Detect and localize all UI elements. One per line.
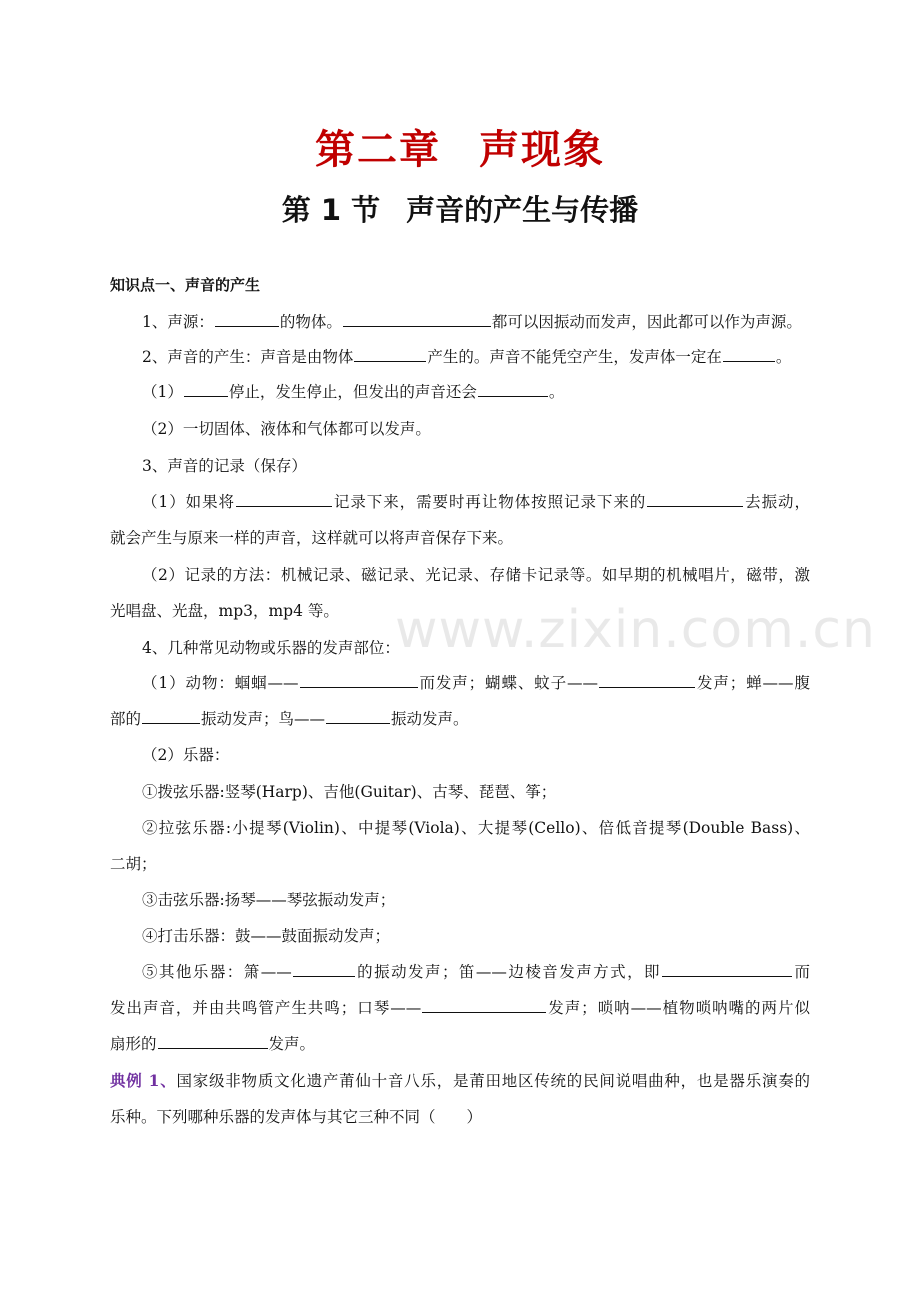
fill-blank[interactable] — [422, 998, 546, 1013]
instrument-2-cont: 二胡； — [110, 855, 157, 873]
watermark: www.zixin.com.cn — [395, 600, 876, 660]
instrument-4: ④打击乐器：鼓——鼓面振动发声； — [142, 927, 391, 945]
item-3-2-cont: 光唱盘、光盘，mp3，mp4 等。 — [110, 602, 339, 620]
example-1-cont: 乐种。下列哪种乐器的发声体与其它三种不同（ ） — [110, 1108, 483, 1126]
item-3-2: （2）记录的方法：机械记录、磁记录、光记录、存储卡记录等。如早期的机械唱片，磁带，激 — [142, 566, 810, 584]
fill-blank[interactable] — [723, 347, 775, 362]
fill-blank[interactable] — [184, 382, 228, 397]
fill-blank[interactable] — [354, 347, 426, 362]
item-3: 3、声音的记录（保存） — [142, 457, 307, 475]
item-4-1-cont: 部的 振动发声；鸟—— 振动发声。 — [110, 710, 469, 728]
fill-blank[interactable] — [293, 962, 355, 977]
fill-blank[interactable] — [236, 492, 332, 507]
chapter-name: 声现象 — [479, 127, 605, 173]
instrument-3: ③击弦乐器:扬琴——琴弦振动发声； — [142, 891, 396, 909]
section-title — [0, 188, 920, 229]
fill-blank[interactable] — [343, 312, 491, 327]
section-name: 声音的产生与传播 — [406, 193, 639, 227]
item-4-2: （2）乐器： — [142, 746, 230, 764]
item-4: 4、几种常见动物或乐器的发声部位： — [142, 639, 400, 657]
example-label: 典例 1、 — [110, 1071, 177, 1090]
fill-blank[interactable] — [300, 673, 418, 688]
fill-blank[interactable] — [662, 962, 792, 977]
chapter-title — [0, 118, 920, 175]
item-2: 2、声音的产生：声音是由物体 产生的。声音不能凭空产生，发声体一定在 。 — [142, 348, 792, 366]
item-3-1: （1）如果将 记录下来，需要时再让物体按照记录下来的 去振动， — [142, 493, 810, 511]
instrument-5-cont: 发出声音，并由共鸣管产生共鸣；口琴—— 发声；唢呐——植物唢呐嘴的两片似 — [110, 999, 810, 1017]
instrument-5-cont2: 扇形的 发声。 — [110, 1035, 316, 1053]
item-3-1-cont: 就会产生与原来一样的声音，这样就可以将声音保存下来。 — [110, 529, 514, 547]
item-1: 1、声源： 的物体。 都可以因振动而发声，因此都可以作为声源。 — [142, 313, 802, 331]
fill-blank[interactable] — [599, 673, 695, 688]
instrument-1: ①拨弦乐器:竖琴(Harp)、吉他(Guitar)、古琴、琵琶、筝； — [142, 783, 557, 801]
item-2-1: （1） 停止，发生停止，但发出的声音还会 。 — [142, 383, 565, 401]
instrument-2: ②拉弦乐器:小提琴(Violin)、中提琴(Viola)、大提琴(Cello)、倍低音提琴(Double Bass)、 — [142, 819, 810, 837]
fill-blank[interactable] — [647, 492, 743, 507]
chapter-number: 第二章 — [315, 127, 441, 173]
fill-blank[interactable] — [142, 709, 200, 724]
knowledge-point-heading: 知识点一、声音的产生 — [110, 276, 261, 294]
fill-blank[interactable] — [478, 382, 548, 397]
section-number: 第 1 节 — [281, 193, 381, 227]
fill-blank[interactable] — [158, 1034, 268, 1049]
example-1: 典例 1、国家级非物质文化遗产莆仙十音八乐，是莆田地区传统的民间说唱曲种，也是器乐演奏的 — [110, 1071, 810, 1090]
instrument-5: ⑤其他乐器：箫—— 的振动发声；笛——边棱音发声方式，即 而 — [142, 963, 810, 981]
fill-blank[interactable] — [215, 312, 279, 327]
item-4-1: （1）动物：蝈蝈—— 而发声；蝴蝶、蚊子—— 发声；蝉——腹 — [142, 674, 810, 692]
fill-blank[interactable] — [326, 709, 390, 724]
item-2-2: （2）一切固体、液体和气体都可以发声。 — [142, 420, 431, 438]
